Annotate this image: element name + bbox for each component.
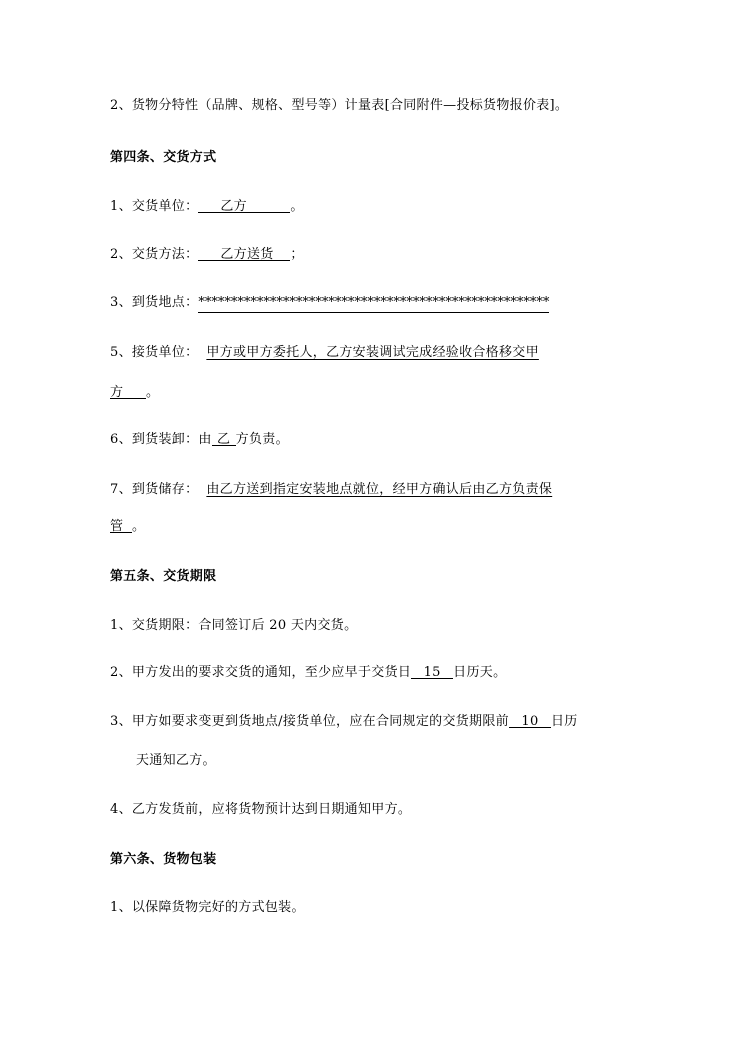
- section-heading-packaging: [110, 851, 216, 869]
- storage-value: 由乙方送到指定安装地点就位，经甲方确认后由乙方负责保: [206, 482, 553, 497]
- item-end: 。: [132, 519, 146, 534]
- item-label: 3、到货地点：: [110, 295, 199, 310]
- receiving-unit-blank: [110, 384, 146, 399]
- delivery-unit-value: 乙方: [220, 199, 247, 214]
- change-days-value: 10: [521, 714, 539, 729]
- item-label: 6、到货装卸：由: [110, 432, 212, 447]
- item-end: 方负责。: [235, 432, 289, 447]
- storage-item-cont: [110, 518, 145, 536]
- shipping-notice-item: [110, 801, 411, 819]
- unloading-blank: [212, 431, 236, 446]
- delivery-method-item: [110, 246, 304, 264]
- item-end: 日历: [550, 714, 578, 729]
- section-heading-delivery-method: [110, 149, 216, 167]
- section-heading-delivery-period: [110, 568, 216, 586]
- item-end: 日历天。: [453, 665, 507, 680]
- receiving-unit-value-cont: 方: [110, 385, 124, 400]
- change-item-cont: [136, 752, 216, 770]
- receiving-unit-item-cont: [110, 384, 159, 402]
- item-text: 天通知乙方。: [136, 753, 216, 768]
- change-item: [110, 713, 578, 731]
- item-label: 2、交货方法：: [110, 247, 199, 262]
- spec-table-text: 2、货物分特性（品牌、规格、型号等）计量表[合同附件—投标货物报价表]。: [110, 98, 569, 113]
- delivery-unit-blank: [198, 198, 290, 213]
- delivery-period-item: [110, 617, 357, 635]
- notice-days-value: 15: [423, 665, 441, 680]
- notice-days-blank: [411, 664, 453, 679]
- arrival-place-item: [110, 294, 549, 312]
- storage-blank: [110, 518, 132, 533]
- packaging-item: [110, 899, 305, 917]
- heading-text: 第五条、交货期限: [110, 569, 217, 584]
- notice-item: [110, 664, 506, 682]
- storage-value-cont: 管: [110, 519, 124, 534]
- heading-text: 第六条、货物包装: [110, 852, 217, 867]
- item-end: ；: [290, 247, 304, 262]
- item-label: 1、交货单位：: [110, 199, 199, 214]
- item-text: 1、以保障货物完好的方式包装。: [110, 900, 305, 915]
- storage-item: [110, 481, 552, 499]
- delivery-method-value: 乙方送货: [220, 247, 274, 262]
- change-days-blank: [509, 713, 551, 728]
- receiving-unit-item: [110, 344, 539, 362]
- item-label: 5、接货单位：: [110, 345, 199, 360]
- item-label: 7、到货储存：: [110, 482, 199, 497]
- delivery-method-blank: [198, 246, 290, 261]
- item-text: 2、甲方发出的要求交货的通知，至少应早于交货日: [110, 665, 412, 680]
- delivery-unit-item: [110, 198, 304, 216]
- item-text: 4、乙方发货前，应将货物预计达到日期通知甲方。: [110, 802, 412, 817]
- receiving-unit-value: 甲方或甲方委托人，乙方安装调试完成经验收合格移交甲: [206, 345, 539, 360]
- spec-table-item: [110, 97, 568, 115]
- heading-text: 第四条、交货方式: [110, 150, 217, 165]
- unloading-value: 乙: [217, 432, 231, 447]
- item-end: 。: [290, 199, 304, 214]
- unloading-item: [110, 431, 289, 449]
- arrival-place-value: ******************************************************: [198, 295, 549, 313]
- item-text: 3、甲方如要求变更到货地点/接货单位，应在合同规定的交货期限前: [110, 714, 509, 729]
- item-text: 1、交货期限：合同签订后 20 天内交货。: [110, 618, 358, 633]
- item-end: 。: [146, 385, 160, 400]
